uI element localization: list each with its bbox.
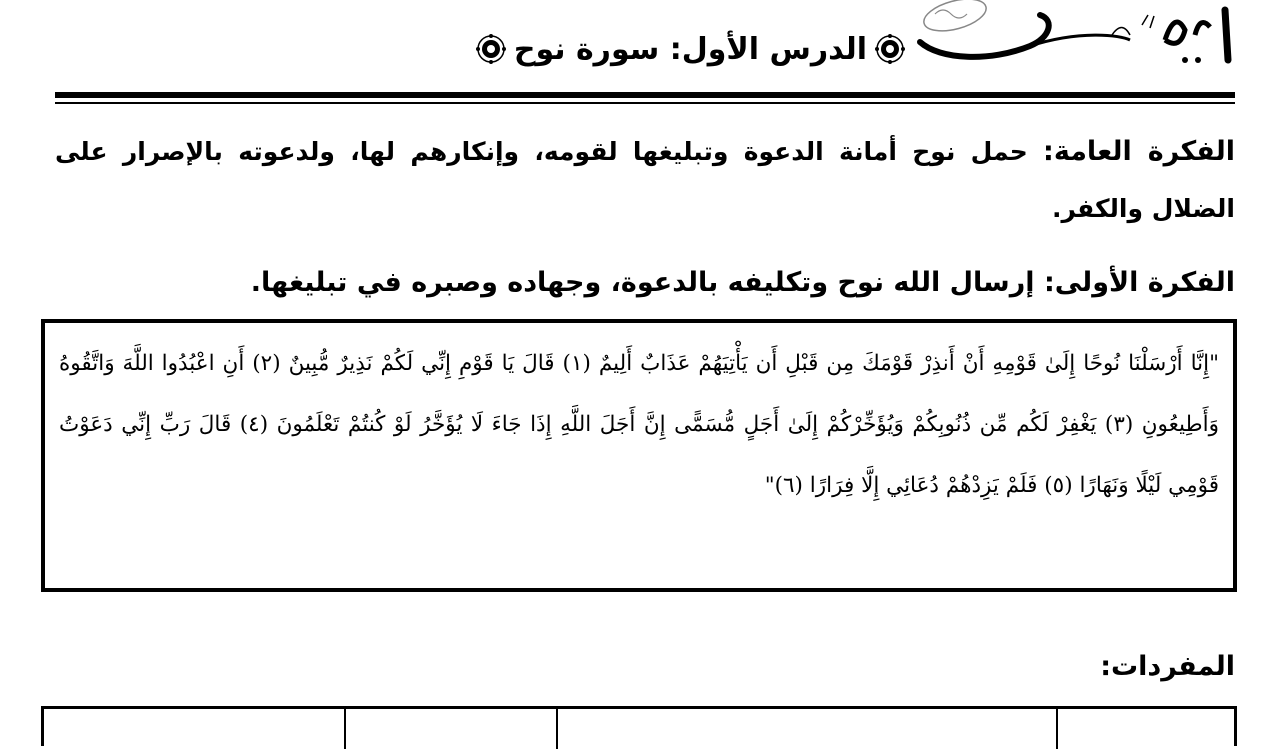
page-title: الدرس الأول: سورة نوح [513,31,867,67]
calligraphy-logo [880,0,1260,70]
general-idea-text: حمل نوح أمانة الدعوة وتبليغها لقومه، وإنكارهم لها، ولدعوته بالإصرار على الضلال والكفر. [55,137,1235,223]
verses-box [41,319,1237,592]
table-column-divider [1056,709,1058,749]
first-idea-text: إرسال الله نوح وتكليفه بالدعوة، وجهاده وصبره في تبليغها. [250,267,1035,298]
vocabulary-heading: المفردات: [1100,651,1235,682]
vocabulary-table [41,706,1237,746]
table-column-divider [344,709,346,749]
lesson-title-row [476,24,905,74]
ornament-flower-icon [875,34,905,64]
header-divider-thin [55,102,1235,104]
table-column-divider [556,709,558,749]
first-idea-paragraph [55,261,1235,305]
first-idea-label: الفكرة الأولى: [1043,267,1235,298]
verses-text: "إِنَّا أَرْسَلْنَا نُوحًا إِلَىٰ قَوْمِهِ أَنْ أَنذِرْ قَوْمَكَ مِن قَبْلِ أَن يَأْتِيَهُمْ عَذَابٌ أَلِيمٌ (١) قَالَ يَا قَوْمِ إِنِّي لَكُمْ نَذِيرٌ مُّبِينٌ (٢) أَنِ اعْبُدُوا اللَّهَ وَاتَّقُوهُ وَأَطِيعُونِ (٣) يَغْفِرْ لَكُم مِّن ذُنُوبِكُمْ وَيُؤَخِّرْكُمْ إِلَىٰ أَجَلٍ مُّسَمًّى إِنَّ أَجَلَ اللَّهِ إِذَا جَاءَ لَا يُؤَخَّرُ لَوْ كُنتُمْ تَعْلَمُونَ (٤) قَالَ رَبِّ إِنِّي دَعَوْتُ قَوْمِي لَيْلًا وَنَهَارًا (٥) فَلَمْ يَزِدْهُمْ دُعَائِي إِلَّا فِرَارًا (٦)" [59,351,1219,498]
header-divider-thick [55,92,1235,98]
general-idea-label: الفكرة العامة: [1043,136,1235,167]
ornament-flower-icon [476,34,506,64]
general-idea-paragraph [55,123,1235,237]
